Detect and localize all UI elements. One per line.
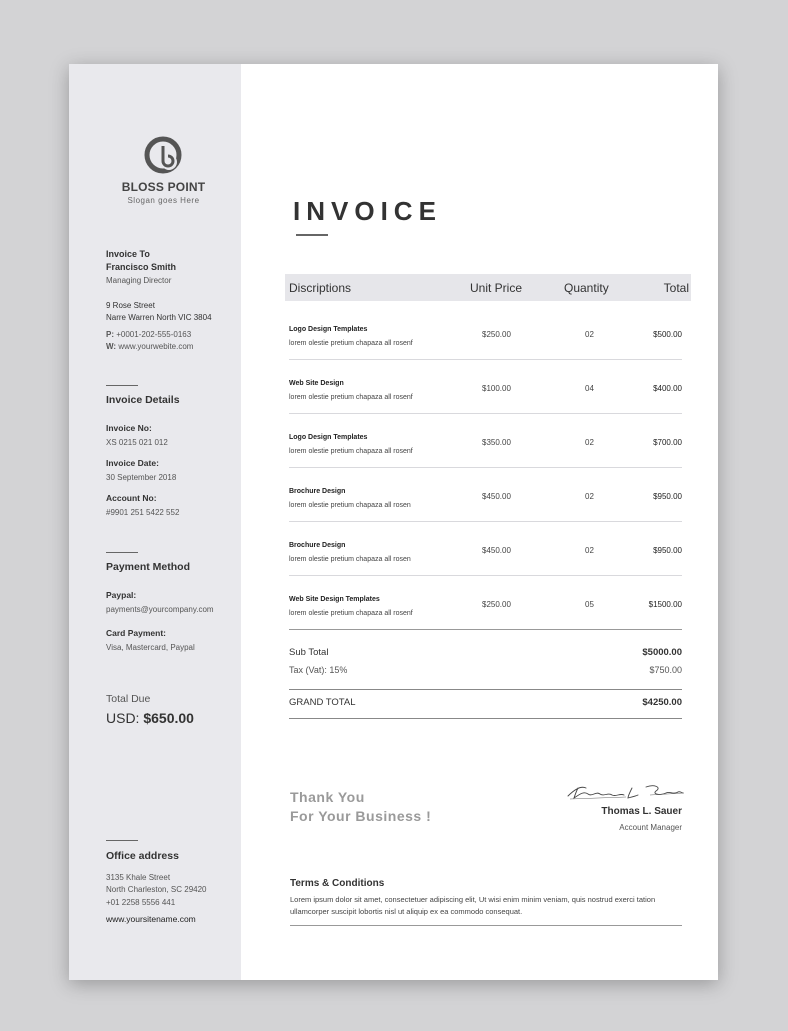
item-description: lorem olestie pretium chapaza all rosenf	[289, 448, 413, 455]
header-unit-price: Unit Price	[470, 281, 523, 295]
signatory-name: Thomas L. Sauer	[601, 806, 682, 817]
account-no-value: #9901 251 5422 552	[106, 508, 180, 517]
divider	[106, 552, 138, 553]
client-address-line1: 9 Rose Street	[106, 301, 155, 310]
item-quantity: 02	[585, 546, 594, 555]
item-description: lorem olestie pretium chapaza all rosen	[289, 556, 411, 563]
item-name: Logo Design Templates	[289, 326, 368, 333]
invoice-main	[241, 64, 718, 980]
subtotal-value: $5000.00	[642, 647, 682, 658]
item-total: $500.00	[653, 330, 682, 339]
item-total: $950.00	[653, 492, 682, 501]
invoice-date-label: Invoice Date:	[106, 458, 159, 468]
total-due-currency: USD:	[106, 710, 140, 726]
item-quantity: 02	[585, 492, 594, 501]
sidebar	[69, 64, 241, 980]
client-web	[106, 342, 193, 351]
grand-total-value: $4250.00	[642, 697, 682, 708]
item-unit-price: $100.00	[482, 384, 511, 393]
brand-slogan: Slogan goes Here	[127, 196, 200, 205]
item-unit-price: $450.00	[482, 546, 511, 555]
divider	[106, 385, 138, 386]
item-description: lorem olestie pretium chapaza all rosenf	[289, 610, 413, 617]
item-name: Web Site Design Templates	[289, 596, 380, 603]
item-description: lorem olestie pretium chapaza all rosen	[289, 502, 411, 509]
client-title: Managing Director	[106, 276, 172, 285]
phone-label: P:	[106, 330, 114, 339]
table-row	[289, 414, 682, 468]
payment-method-heading: Payment Method	[106, 561, 191, 573]
item-total: $1500.00	[648, 600, 682, 609]
tax-label: Tax (Vat): 15%	[289, 665, 348, 675]
client-address-line2: Narre Warren North VIC 3804	[106, 313, 212, 322]
tax-row	[289, 665, 682, 675]
table-row	[289, 576, 682, 630]
subtotal-label: Sub Total	[289, 647, 329, 658]
invoice-page	[69, 64, 718, 980]
header-total: Total	[663, 281, 689, 295]
invoice-title: INVOICE	[293, 196, 442, 226]
office-phone: +01 2258 5556 441	[106, 898, 176, 907]
item-name: Brochure Design	[289, 488, 346, 495]
total-due-amount	[106, 710, 194, 726]
table-row	[289, 360, 682, 414]
item-name: Logo Design Templates	[289, 434, 368, 441]
header-descriptions: Discriptions	[289, 281, 352, 295]
item-description: lorem olestie pretium chapaza all rosenf	[289, 394, 413, 401]
card-payment-label: Card Payment:	[106, 628, 166, 638]
paypal-value: payments@yourcompany.com	[106, 605, 214, 614]
phone-value: +0001-202-555-0163	[116, 330, 192, 339]
invoice-date-value: 30 September 2018	[106, 473, 177, 482]
client-name: Francisco Smith	[106, 262, 177, 272]
invoice-details-heading: Invoice Details	[106, 394, 180, 406]
client-phone	[106, 330, 191, 339]
signatory-role: Account Manager	[619, 823, 682, 832]
item-unit-price: $450.00	[482, 492, 511, 501]
thank-you-line2: For Your Business !	[290, 808, 432, 824]
office-address-heading: Office address	[106, 850, 179, 862]
brand-name: BLOSS POINT	[121, 180, 206, 194]
item-quantity: 02	[585, 438, 594, 447]
total-due-label: Total Due	[106, 693, 151, 705]
header-quantity: Quantity	[564, 281, 609, 295]
item-total: $400.00	[653, 384, 682, 393]
web-value: www.yourwebite.com	[118, 342, 194, 351]
web-label: W:	[106, 342, 117, 351]
item-unit-price: $350.00	[482, 438, 511, 447]
paypal-label: Paypal:	[106, 590, 137, 600]
item-quantity: 05	[585, 600, 594, 609]
table-row	[289, 468, 682, 522]
office-line2: North Charleston, SC 29420	[106, 885, 207, 894]
terms-rule	[290, 925, 682, 926]
item-unit-price: $250.00	[482, 330, 511, 339]
office-line1: 3135 Khale Street	[106, 873, 171, 882]
card-payment-value: Visa, Mastercard, Paypal	[106, 643, 195, 652]
item-name: Brochure Design	[289, 542, 346, 549]
item-quantity: 02	[585, 330, 594, 339]
title-underline	[296, 234, 328, 236]
invoice-no-label: Invoice No:	[106, 423, 152, 433]
terms-text: Lorem ipsum dolor sit amet, consectetuer adipiscing elit, Ut wisi enim minim veniam, quis nostrud exerci tation ullamcorper suscipit lobortis nisl ut aliquip ex ea commodo consequat.	[290, 895, 656, 916]
divider	[106, 840, 138, 841]
account-no-label: Account No:	[106, 493, 157, 503]
subtotal-row	[289, 647, 682, 658]
terms-heading: Terms & Conditions	[290, 878, 385, 889]
invoice-no-value: XS 0215 021 012	[106, 438, 168, 447]
item-total: $950.00	[653, 546, 682, 555]
table-row	[289, 306, 682, 360]
signature-image	[566, 782, 684, 804]
table-row	[289, 522, 682, 576]
tax-value: $750.00	[649, 665, 682, 675]
item-total: $700.00	[653, 438, 682, 447]
item-unit-price: $250.00	[482, 600, 511, 609]
grand-total-label: GRAND TOTAL	[289, 697, 356, 708]
item-name: Web Site Design	[289, 380, 344, 387]
invoice-to-heading: Invoice To	[106, 249, 150, 259]
thank-you-line1: Thank You	[290, 789, 365, 805]
item-quantity: 04	[585, 384, 594, 393]
grand-total-top-rule	[289, 689, 682, 690]
table-header	[285, 274, 691, 301]
office-site: www.yoursitename.com	[106, 914, 196, 924]
item-description: lorem olestie pretium chapaza all rosenf	[289, 340, 413, 347]
total-due-value: $650.00	[143, 710, 194, 726]
grand-total-bottom-rule	[289, 718, 682, 719]
grand-total-row	[289, 697, 682, 708]
brand-logo-icon	[144, 136, 182, 174]
